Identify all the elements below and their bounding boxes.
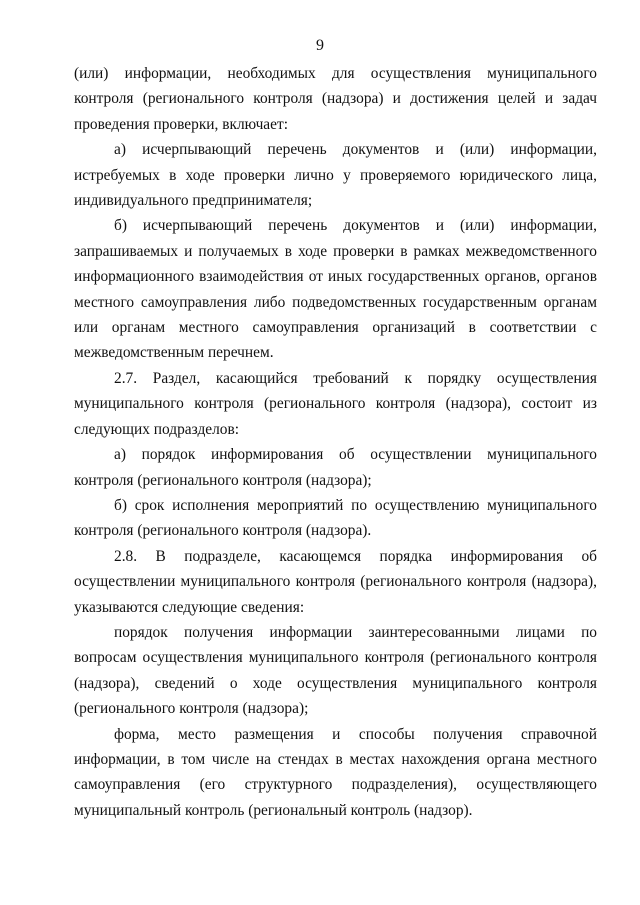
paragraph-subsection-a: а) порядок информирования об осуществлении муниципального контроля (регионального контроля (надзора); <box>74 446 597 489</box>
paragraph-info-procedure: порядок получения информации заинтересованными лицами по вопросам осуществления муниципального контроля (регионального контроля (надзора), сведений о ходе осуществления муниципального контроля (регионального контроля (надзора); <box>74 623 597 718</box>
paragraph-subsection-b: б) срок исполнения мероприятий по осуществлению муниципального контроля (регионального контроля (надзора). <box>74 496 597 540</box>
page-number: 9 <box>316 37 324 54</box>
document-body <box>74 61 597 823</box>
paragraph-item-b: б) исчерпывающий перечень документов и (или) информации, запрашиваемых и получаемых в ходе проверки в рамках межведомственного информационного взаимодействия от иных государственных органов, органов местного самоуправления либо подведомственных государственным органам или органам местного самоуправления организаций в соответствии с межведомственным перечнем. <box>74 217 597 362</box>
paragraph-reference-info: форма, место размещения и способы получения справочной информации, в том числе на стендах в местах нахождения органа местного самоуправления (его структурного подразделения), осуществляющего муниципальный контроль (региональный контроль (надзор). <box>74 725 597 819</box>
paragraph-section-2-8: 2.8. В подразделе, касающемся порядка информирования об осуществлении муниципального контроля (регионального контроля (надзора), указываются следующие сведения: <box>74 547 597 616</box>
paragraph-section-2-7: 2.7. Раздел, касающийся требований к порядку осуществления муниципального контроля (регионального контроля (надзора), состоит из следующих подразделов: <box>74 369 597 438</box>
paragraph-item-a: а) исчерпывающий перечень документов и (или) информации, истребуемых в ходе проверки лично у проверяемого юридического лица, индивидуального предпринимателя; <box>74 141 597 210</box>
paragraph-continuation: (или) информации, необходимых для осуществления муниципального контроля (регионального контроля (надзора) и достижения целей и задач проведения проверки, включает: <box>74 65 597 133</box>
